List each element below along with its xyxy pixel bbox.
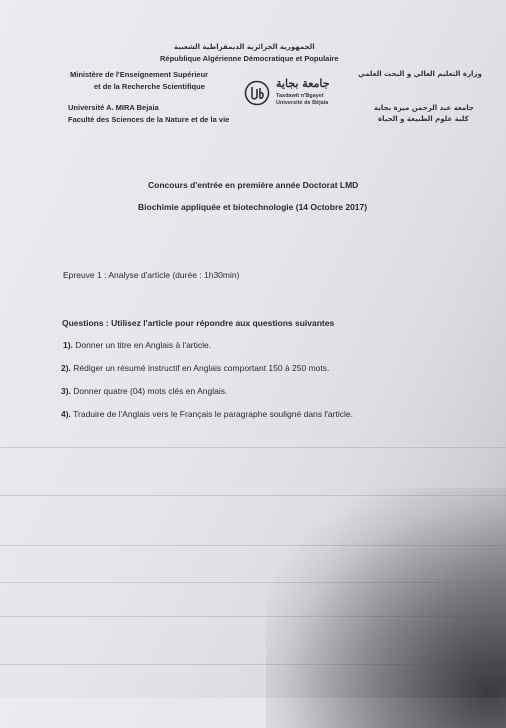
republic-arabic: الجمهورية الجزائرية الديمقراطية الشعبية — [174, 43, 315, 51]
question-text: Rédiger un résumé instructif en Anglais comportant 150 à 250 mots. — [73, 363, 330, 373]
exam-title: Concours d'entrée en première année Doctorat LMD — [148, 180, 359, 190]
question-item — [63, 340, 211, 350]
ministry-arabic: وزارة التعليم العالي و البحث العلمي — [358, 70, 482, 78]
question-number: 4). — [61, 409, 71, 419]
question-text: Donner quatre (04) mots clés en Anglais. — [73, 386, 228, 396]
university-logo-icon — [244, 80, 270, 106]
question-text: Traduire de l'Anglais vers le Français le paragraphe souligné dans l'article. — [73, 409, 353, 419]
republic-french: République Algérienne Démocratique et Populaire — [160, 54, 339, 63]
ruled-line — [0, 447, 506, 448]
exam-subtitle: Biochimie appliquée et biotechnologie (14 Octobre 2017) — [138, 202, 368, 212]
question-number: 3). — [61, 386, 71, 396]
ministry-line2: et de la Recherche Scientifique — [94, 82, 205, 91]
university-french: Université A. MIRA Bejaia — [68, 103, 159, 112]
university-arabic: جامعة عبد الرحمن ميرة بجاية — [374, 104, 474, 112]
faculty-french: Faculté des Sciences de la Nature et de la vie — [68, 115, 230, 124]
ministry-line1: Ministère de l'Enseignement Supérieur — [70, 70, 209, 79]
faculty-arabic: كلية علوم الطبيعة و الحياة — [378, 115, 469, 123]
question-number: 2). — [61, 363, 71, 373]
logo-latin-line1: Tasdawit n'Bgayet — [276, 93, 324, 99]
question-item — [61, 409, 353, 419]
question-item — [61, 386, 227, 396]
logo-arabic: جامعة بجاية — [276, 77, 330, 90]
question-number: 1). — [63, 340, 73, 350]
epreuve-line: Epreuve 1 : Analyse d'article (durée : 1h30min) — [63, 270, 240, 280]
question-item — [61, 363, 329, 373]
question-text: Donner un titre en Anglais à l'article. — [75, 340, 212, 350]
logo-latin-line2: Université de Béjaïa — [276, 100, 329, 106]
questions-heading: Questions : Utilisez l'article pour répondre aux questions suivantes — [62, 318, 335, 328]
corner-shadow — [266, 488, 506, 728]
